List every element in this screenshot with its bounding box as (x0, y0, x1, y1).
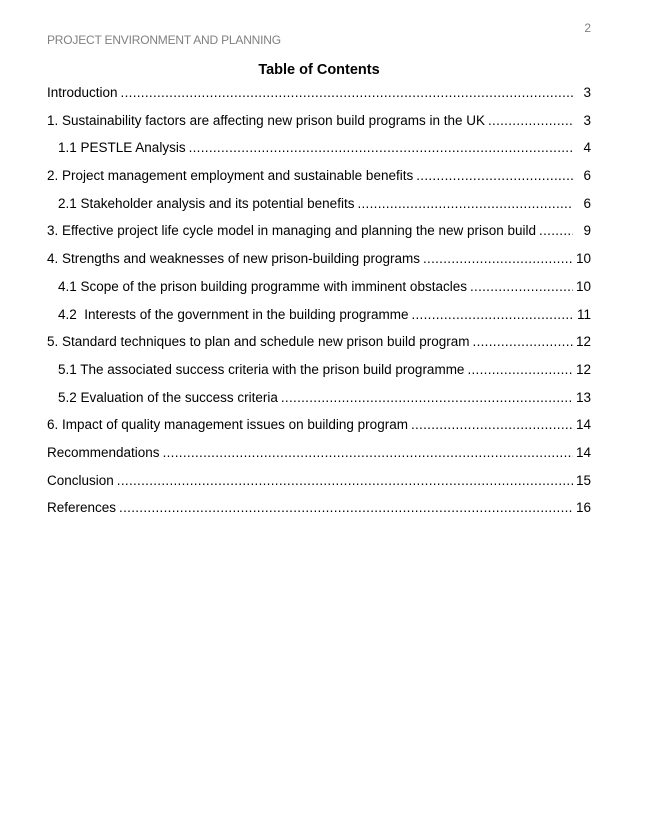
toc-dot-leader (121, 85, 573, 100)
toc-entry-page: 6 (583, 195, 591, 211)
toc-entry-page: 3 (583, 112, 591, 128)
toc-entry-label: 4.1 Scope of the prison building programme with imminent obstacles (58, 278, 467, 294)
toc-entry-label: 3. Effective project life cycle model in managing and planning the new prison build (47, 223, 537, 239)
toc-entry-page: 16 (575, 500, 591, 516)
toc-entry-label: 1. Sustainability factors are affecting new prison build programs in the UK (47, 112, 485, 128)
toc-entry-label: 5.1 The associated success criteria with the prison build programme (58, 361, 465, 377)
toc-dot-leader (488, 113, 573, 128)
toc-dot-leader (411, 307, 573, 322)
running-head: PROJECT ENVIRONMENT AND PLANNING (47, 33, 281, 47)
toc-dot-leader (163, 445, 573, 460)
toc-entry[interactable] (47, 390, 591, 418)
toc-dot-leader (411, 417, 573, 432)
toc-entry-label: 5.2 Evaluation of the success criteria (58, 389, 278, 405)
toc-entry[interactable] (47, 473, 591, 501)
toc-dot-leader (357, 196, 573, 211)
toc-entry[interactable] (47, 279, 591, 307)
toc-entry-label: 4.2 Interests of the government in the building programme (58, 306, 409, 322)
page-number: 2 (584, 21, 591, 35)
toc-entry-label: 5. Standard techniques to plan and schedule new prison build program (47, 334, 470, 350)
toc-entry-label: 4. Strengths and weaknesses of new prison-building programs (47, 251, 420, 267)
toc-entry-page: 4 (583, 140, 591, 156)
toc-dot-leader (416, 168, 573, 183)
toc-entry[interactable] (47, 223, 591, 251)
toc-entry[interactable] (47, 417, 591, 445)
toc-entry[interactable] (47, 334, 591, 362)
toc-entry-label: 2. Project management employment and sustainable benefits (47, 168, 414, 184)
toc-entry-page: 14 (575, 444, 591, 460)
toc-entry[interactable] (47, 113, 591, 141)
toc-title: Table of Contents (258, 62, 380, 78)
toc-dot-leader (470, 279, 573, 294)
toc-entry-label: 6. Impact of quality management issues on building program (47, 417, 408, 433)
toc-entry[interactable] (47, 251, 591, 279)
toc-entry-page: 9 (583, 223, 591, 239)
toc-entry-label: Recommendations (47, 444, 160, 460)
toc-entry-label: References (47, 500, 117, 516)
toc-entry-page: 6 (583, 168, 591, 184)
toc-entry[interactable] (47, 85, 591, 113)
toc-dot-leader (467, 362, 573, 377)
toc-entry-page: 15 (575, 472, 591, 488)
toc-entry-page: 10 (575, 251, 591, 267)
toc-dot-leader (423, 251, 573, 266)
toc-dot-leader (119, 500, 573, 515)
toc-dot-leader (473, 334, 573, 349)
toc-entry[interactable] (47, 196, 591, 224)
toc-entry-label: 1.1 PESTLE Analysis (58, 140, 186, 156)
toc-entry[interactable] (47, 168, 591, 196)
toc-entry-page: 11 (576, 306, 591, 322)
toc-entry[interactable] (47, 445, 591, 473)
toc-entry-label: Introduction (47, 85, 118, 100)
toc-dot-leader (117, 473, 573, 488)
toc-entry-page: 12 (575, 334, 591, 350)
toc-list (47, 85, 591, 528)
toc-entry-label: Conclusion (47, 472, 114, 488)
toc-entry[interactable] (47, 500, 591, 528)
toc-dot-leader (281, 390, 573, 405)
toc-entry-page: 10 (575, 278, 591, 294)
toc-entry-page: 14 (575, 417, 591, 433)
toc-entry-label: 2.1 Stakeholder analysis and its potential benefits (58, 195, 355, 211)
toc-entry[interactable] (47, 307, 591, 335)
toc-dot-leader (539, 223, 573, 238)
toc-entry[interactable] (47, 140, 591, 168)
toc-dot-leader (189, 140, 573, 155)
toc-entry-page: 3 (583, 85, 591, 100)
toc-entry-page: 13 (575, 389, 591, 405)
toc-entry-page: 12 (575, 361, 591, 377)
toc-entry[interactable] (47, 362, 591, 390)
